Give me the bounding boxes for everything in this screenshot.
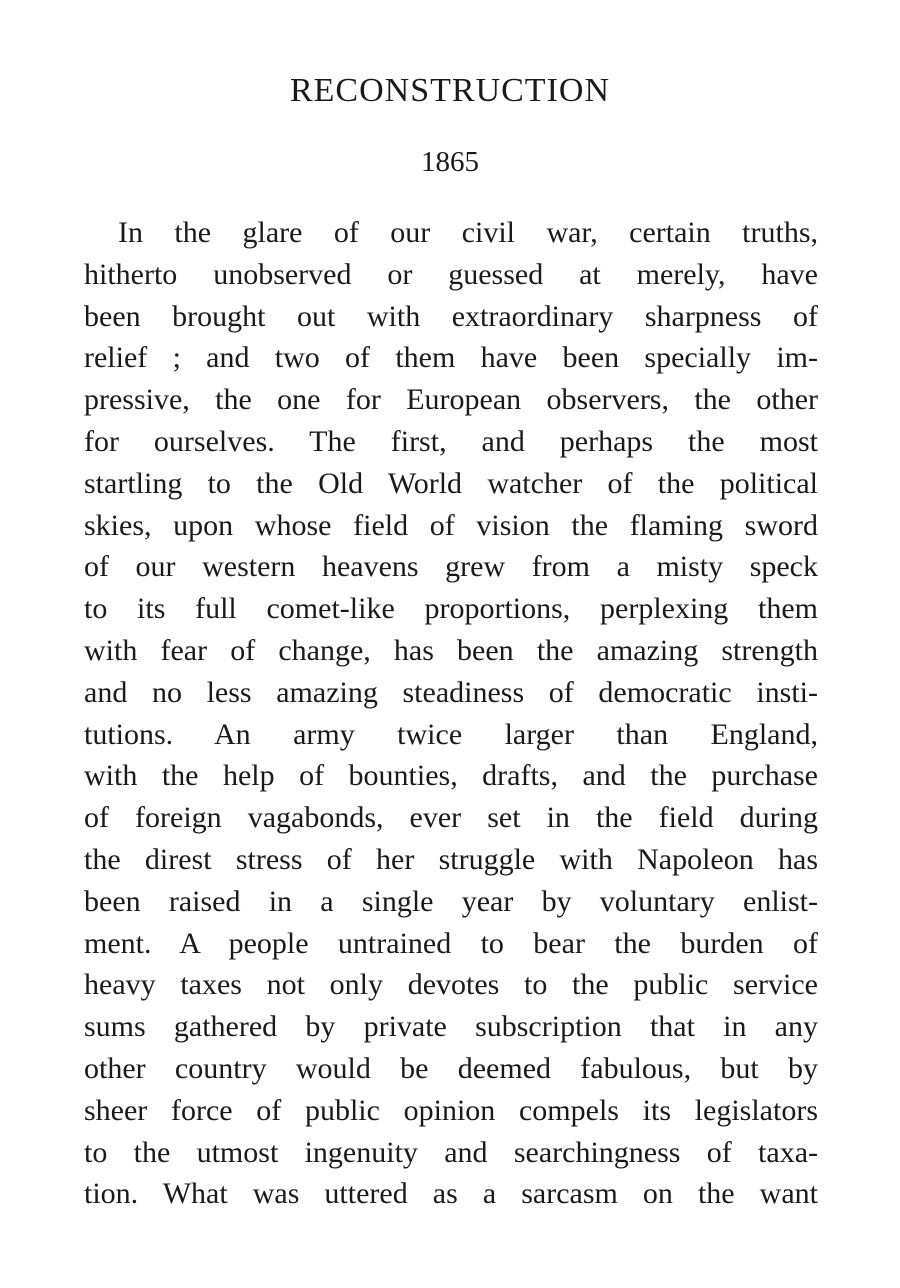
text-line: the direst stress of her struggle with Napoleon has — [84, 842, 818, 876]
text-line: other country would be deemed fabulous, but by — [84, 1051, 818, 1085]
text-line: to its full comet-like proportions, perplexing them — [84, 592, 818, 626]
text-line: and no less amazing steadiness of democratic insti- — [84, 675, 818, 709]
text-line: pressive, the one for European observers, the other — [84, 383, 818, 417]
text-line: sums gathered by private subscription that in any — [84, 1010, 818, 1044]
text-line: skies, upon whose field of vision the flaming sword — [84, 508, 818, 542]
text-line: ment. A people untrained to bear the burden of — [84, 926, 818, 960]
text-line: heavy taxes not only devotes to the public service — [84, 968, 818, 1002]
text-line: with the help of bounties, drafts, and the purchase — [84, 759, 818, 793]
text-line: In the glare of our civil war, certain truths, — [118, 216, 818, 249]
text-line: been raised in a single year by voluntary enlist- — [84, 884, 818, 918]
text-line: tion. What was uttered as a sarcasm on the want — [84, 1177, 818, 1211]
text-line: been brought out with extraordinary sharpness of — [84, 299, 818, 333]
text-line: hitherto unobserved or guessed at merely, have — [84, 257, 818, 291]
text-line: startling to the Old World watcher of the political — [84, 466, 818, 500]
text-line: of our western heavens grew from a misty speck — [84, 550, 818, 584]
text-line: tutions. An army twice larger than England, — [84, 717, 818, 751]
text-line: with fear of change, has been the amazing strength — [84, 633, 818, 667]
text-line: sheer force of public opinion compels its legislators — [84, 1093, 818, 1127]
chapter-title: RECONSTRUCTION — [289, 72, 611, 109]
text-line: for ourselves. The first, and perhaps the most — [84, 424, 818, 458]
text-line: of foreign vagabonds, ever set in the field during — [84, 801, 818, 835]
text-line: relief ; and two of them have been specially im- — [84, 341, 818, 375]
chapter-year: 1865 — [421, 146, 479, 178]
body-paragraph — [84, 212, 818, 1215]
text-line: to the utmost ingenuity and searchingness of taxa- — [84, 1135, 818, 1169]
